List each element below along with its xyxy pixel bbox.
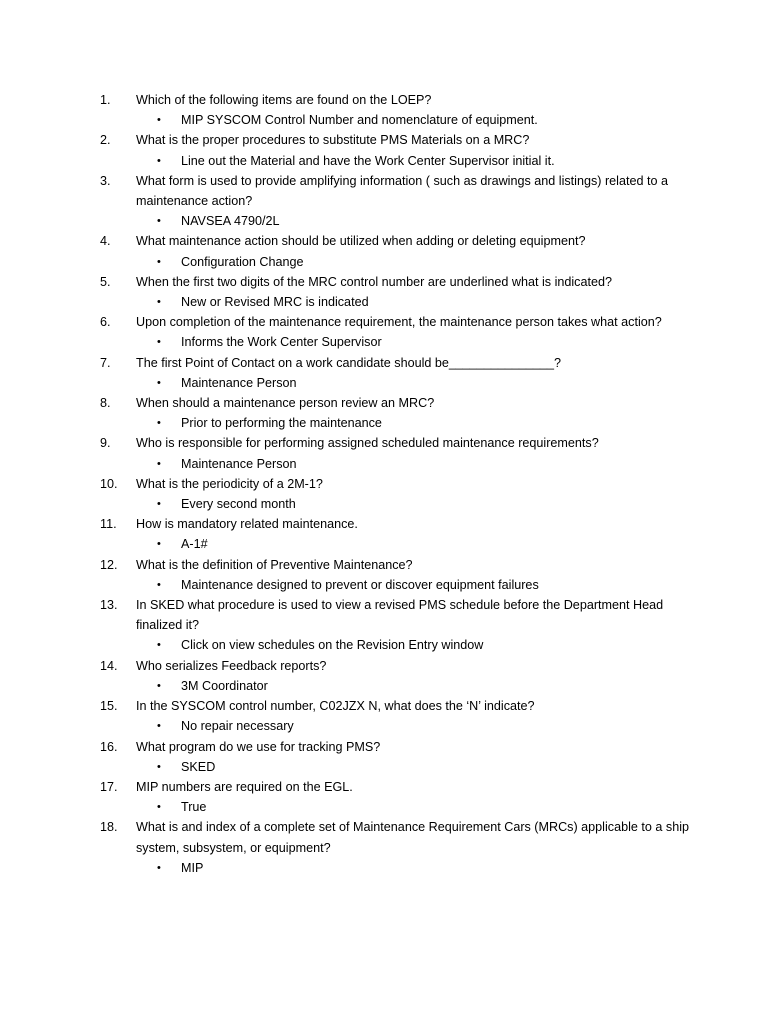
question-text: What program do we use for tracking PMS?: [136, 739, 381, 754]
answer-line: [100, 413, 690, 433]
list-item: [100, 656, 690, 696]
answer-text: Configuration Change: [181, 254, 304, 269]
answer-text: Maintenance Person: [181, 456, 297, 471]
bullet-icon: •: [157, 498, 161, 511]
question-text: What is and index of a complete set of Maintenance Requirement Cars (MRCs) applicable to a ship system, subsystem, or equipment?: [136, 820, 693, 855]
question-line: [100, 595, 690, 635]
answer-line: [100, 110, 690, 130]
question-line: [100, 312, 690, 332]
question-text: The first Point of Contact on a work candidate should be_______________?: [136, 355, 561, 370]
question-text: When should a maintenance person review an MRC?: [136, 396, 435, 411]
question-number: 17.: [100, 779, 118, 794]
answer-line: [100, 676, 690, 696]
question-line: [100, 656, 690, 676]
list-item: [100, 777, 690, 817]
list-item: [100, 90, 690, 130]
answer-text: Line out the Material and have the Work Center Supervisor initial it.: [181, 153, 555, 168]
question-line: [100, 555, 690, 575]
answer-text: Every second month: [181, 497, 296, 512]
question-number: 9.: [100, 436, 111, 451]
question-number: 16.: [100, 739, 118, 754]
bullet-icon: •: [157, 538, 161, 551]
question-number: 4.: [100, 234, 111, 249]
question-line: [100, 433, 690, 453]
list-item: [100, 514, 690, 554]
question-line: [100, 777, 690, 797]
list-item: [100, 130, 690, 170]
question-text: What is the definition of Preventive Maintenance?: [136, 557, 413, 572]
question-text: When the first two digits of the MRC control number are underlined what is indicated?: [136, 274, 612, 289]
question-line: [100, 737, 690, 757]
answer-text: MIP: [181, 860, 204, 875]
answer-line: [100, 292, 690, 312]
list-item: [100, 353, 690, 393]
question-number: 2.: [100, 133, 111, 148]
question-text: What maintenance action should be utilized when adding or deleting equipment?: [136, 234, 586, 249]
question-line: [100, 231, 690, 251]
question-text: Who is responsible for performing assigned scheduled maintenance requirements?: [136, 436, 599, 451]
list-item: [100, 696, 690, 736]
question-text: In the SYSCOM control number, C02JZX N, what does the ‘N’ indicate?: [136, 699, 535, 714]
bullet-icon: •: [157, 760, 161, 773]
answer-line: [100, 635, 690, 655]
bullet-icon: •: [157, 679, 161, 692]
question-number: 6.: [100, 315, 111, 330]
question-number: 11.: [100, 517, 117, 532]
question-text: What is the periodicity of a 2M-1?: [136, 476, 323, 491]
question-number: 14.: [100, 658, 118, 673]
question-number: 15.: [100, 699, 118, 714]
bullet-icon: •: [157, 154, 161, 167]
answer-line: [100, 797, 690, 817]
answer-line: [100, 211, 690, 231]
question-list: [100, 90, 693, 878]
question-number: 18.: [100, 820, 118, 835]
answer-text: A-1#: [181, 537, 208, 552]
answer-line: [100, 575, 690, 595]
answer-text: Informs the Work Center Supervisor: [181, 335, 382, 350]
question-line: [100, 272, 690, 292]
question-line: [100, 514, 690, 534]
question-text: In SKED what procedure is used to view a revised PMS schedule before the Department Head finalized it?: [136, 598, 667, 633]
question-line: [100, 817, 693, 857]
answer-text: MIP SYSCOM Control Number and nomenclature of equipment.: [181, 113, 538, 128]
question-text: Upon completion of the maintenance requirement, the maintenance person takes what action?: [136, 315, 662, 330]
question-text: MIP numbers are required on the EGL.: [136, 779, 353, 794]
answer-line: [100, 373, 690, 393]
answer-text: NAVSEA 4790/2L: [181, 214, 280, 229]
question-line: [100, 474, 690, 494]
question-text: What is the proper procedures to substitute PMS Materials on a MRC?: [136, 133, 530, 148]
answer-text: No repair necessary: [181, 719, 294, 734]
list-item: [100, 433, 690, 473]
list-item: [100, 817, 693, 878]
answer-text: Click on view schedules on the Revision Entry window: [181, 638, 484, 653]
answer-text: True: [181, 800, 207, 815]
bullet-icon: •: [157, 376, 161, 389]
question-text: Who serializes Feedback reports?: [136, 658, 327, 673]
bullet-icon: •: [157, 336, 161, 349]
answer-line: [100, 494, 690, 514]
answer-line: [100, 332, 690, 352]
question-number: 3.: [100, 173, 111, 188]
answer-line: [100, 716, 690, 736]
answer-text: SKED: [181, 759, 216, 774]
question-number: 12.: [100, 557, 118, 572]
question-text: Which of the following items are found on the LOEP?: [136, 93, 432, 107]
list-item: [100, 272, 690, 312]
question-number: 1.: [100, 93, 111, 107]
bullet-icon: •: [157, 417, 161, 430]
question-line: [100, 171, 690, 211]
bullet-icon: •: [157, 861, 161, 874]
question-number: 7.: [100, 355, 111, 370]
answer-text: 3M Coordinator: [181, 678, 268, 693]
bullet-icon: •: [157, 578, 161, 591]
bullet-icon: •: [157, 114, 161, 127]
list-item: [100, 474, 690, 514]
answer-line: [100, 858, 690, 878]
bullet-icon: •: [157, 255, 161, 268]
answer-line: [100, 757, 690, 777]
question-line: [100, 353, 690, 373]
question-text: How is mandatory related maintenance.: [136, 517, 358, 532]
bullet-icon: •: [157, 801, 161, 814]
answer-text: Maintenance Person: [181, 375, 297, 390]
answer-text: Prior to performing the maintenance: [181, 416, 382, 431]
question-line: [100, 393, 690, 413]
list-item: [100, 555, 690, 595]
question-line: [100, 130, 690, 150]
answer-line: [100, 454, 690, 474]
bullet-icon: •: [157, 720, 161, 733]
answer-line: [100, 151, 690, 171]
question-number: 5.: [100, 274, 111, 289]
question-number: 13.: [100, 598, 118, 613]
list-item: [100, 595, 690, 656]
question-line: [100, 696, 690, 716]
bullet-icon: •: [157, 296, 161, 309]
question-number: 10.: [100, 476, 118, 491]
list-item: [100, 231, 690, 271]
question-line: [100, 90, 690, 110]
list-item: [100, 312, 690, 352]
answer-line: [100, 252, 690, 272]
list-item: [100, 171, 690, 232]
list-item: [100, 737, 690, 777]
answer-text: New or Revised MRC is indicated: [181, 295, 369, 310]
list-item: [100, 393, 690, 433]
answer-line: [100, 534, 690, 554]
bullet-icon: •: [157, 215, 161, 228]
bullet-icon: •: [157, 639, 161, 652]
question-text: What form is used to provide amplifying information ( such as drawings and listings) related to a maintenance action?: [136, 173, 672, 209]
question-number: 8.: [100, 396, 111, 411]
answer-text: Maintenance designed to prevent or discover equipment failures: [181, 577, 539, 592]
bullet-icon: •: [157, 457, 161, 470]
